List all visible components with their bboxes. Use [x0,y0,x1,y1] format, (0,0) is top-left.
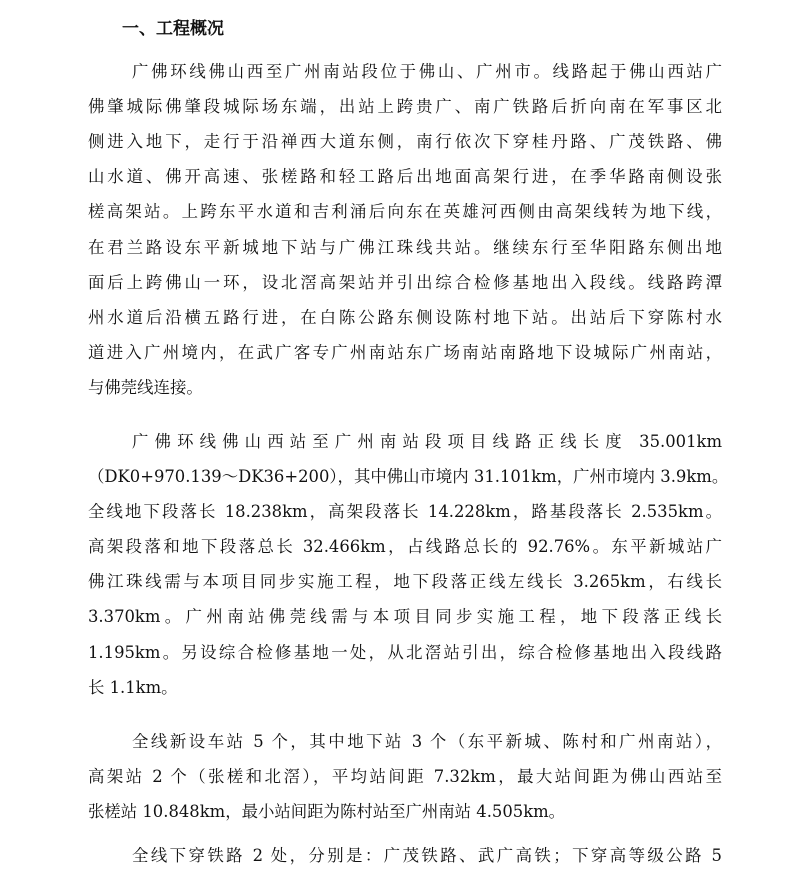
paragraph-3-line-2: 高架站 2 个（张槎和北滘），平均站间距 7.32km，最大站间距为佛山西站至 [88,767,722,786]
paragraph-2-line-5: 佛江珠线需与本项目同步实施工程，地下段落正线左线长 3.265km，右线长 [88,572,722,591]
paragraph-2-line-3: 全线地下段落长 18.238km，高架段落长 14.228km，路基段落长 2.535km。 [88,502,722,521]
paragraph-2-line-4: 高架段落和地下段落总长 32.466km，占线路总长的 92.76%。东平新城站广 [88,537,722,556]
paragraph-2-line-2: （DK0+970.139～DK36+200），其中佛山市境内 31.101km，广州市境内 3.9km。 [88,467,729,486]
paragraph-2-line-6: 3.370km。广州南站佛莞线需与本项目同步实施工程，地下段落正线长 [88,607,722,626]
paragraph-1-line-8: 州水道后沿横五路行进，在白陈公路东侧设陈村地下站。出站后下穿陈村水 [88,308,722,327]
paragraph-1-line-9: 道进入广州境内，在武广客专广州南站东广场南站南路地下设城际广州南站， [88,343,722,362]
paragraph-1-line-5: 槎高架站。上跨东平水道和吉利涌后向东在英雄河西侧由高架线转为地下线， [88,202,722,221]
paragraph-1-line-3: 侧进入地下，走行于沿禅西大道东侧，南行依次下穿桂丹路、广茂铁路、佛 [88,132,722,151]
section-heading: 一、工程概况 [122,19,224,39]
paragraph-3-line-1: 全线新设车站 5 个，其中地下站 3 个（东平新城、陈村和广州南站）， [132,732,722,751]
paragraph-4-line-1: 全线下穿铁路 2 处，分别是：广茂铁路、武广高铁；下穿高等级公路 5 [132,846,722,865]
paragraph-3-line-3: 张槎站 10.848km，最小站间距为陈村站至广州南站 4.505km。 [88,802,566,821]
paragraph-1-line-6: 在君兰路设东平新城地下站与广佛江珠线共站。继续东行至华阳路东侧出地 [88,238,722,257]
paragraph-1-line-1: 广佛环线佛山西至广州南站段位于佛山、广州市。线路起于佛山西站广 [132,62,722,81]
paragraph-2-line-8: 长 1.1km。 [88,678,178,697]
paragraph-2-line-1: 广佛环线佛山西站至广州南站段项目线路正线长度 35.001km [132,432,722,451]
paragraph-1-line-2: 佛肇城际佛肇段城际场东端，出站上跨贵广、南广铁路后折向南在军事区北 [88,97,722,116]
paragraph-1-line-7: 面后上跨佛山一环，设北滘高架站并引出综合检修基地出入段线。线路跨潭 [88,273,722,292]
paragraph-1-line-4: 山水道、佛开高速、张槎路和轻工路后出地面高架行进，在季华路南侧设张 [88,167,722,186]
paragraph-2-line-7: 1.195km。另设综合检修基地一处，从北滘站引出，综合检修基地出入段线路 [88,643,722,662]
paragraph-1-line-10: 与佛莞线连接。 [88,378,203,397]
